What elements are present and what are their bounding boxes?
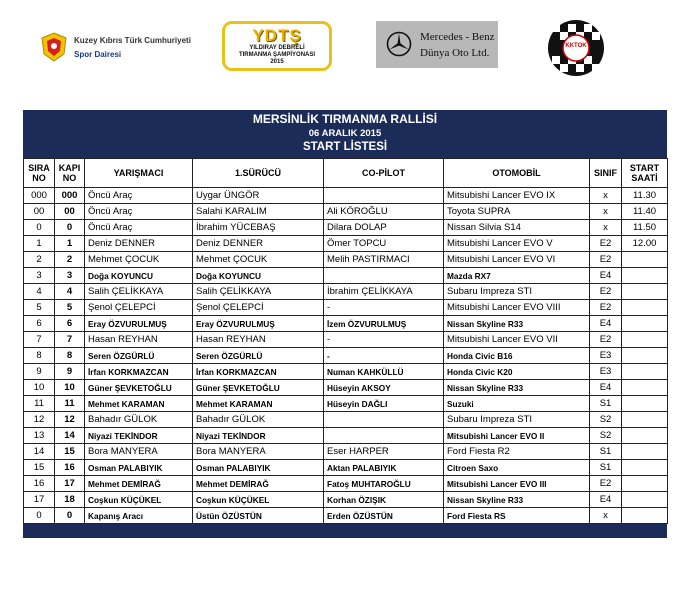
- cell-sinif: E4: [590, 316, 622, 332]
- cell-sira: 5: [24, 300, 55, 316]
- rally-title: MERSİNLİK TIRMANMA RALLİSİ: [252, 112, 438, 126]
- cell-sira: 3: [24, 268, 55, 284]
- cell-otomobil: Nissan Skyline R33: [444, 492, 590, 508]
- cell-kapi: 1: [55, 236, 85, 252]
- col-start: START SAATİ: [622, 159, 668, 188]
- cell-otomobil: Honda Civic B16: [444, 348, 590, 364]
- cell-saat: [622, 476, 668, 492]
- cell-copilot: [324, 268, 444, 284]
- cell-otomobil: Mazda RX7: [444, 268, 590, 284]
- cell-sinif: S1: [590, 444, 622, 460]
- cell-yarismaci: Coşkun KÜÇÜKEL: [85, 492, 193, 508]
- cell-surucu: Uygar ÜNGÖR: [193, 188, 324, 204]
- cell-surucu: İrfan KORKMAZCAN: [193, 364, 324, 380]
- cell-kapi: 10: [55, 380, 85, 396]
- cell-sira: 15: [24, 460, 55, 476]
- cell-sinif: E2: [590, 284, 622, 300]
- cell-copilot: Ömer TOPCU: [324, 236, 444, 252]
- cell-copilot: Dilara DOLAP: [324, 220, 444, 236]
- cell-saat: [622, 508, 668, 524]
- cell-copilot: [324, 428, 444, 444]
- cell-kapi: 14: [55, 428, 85, 444]
- cell-sinif: E2: [590, 236, 622, 252]
- cell-kapi: 12: [55, 412, 85, 428]
- cell-saat: [622, 380, 668, 396]
- cell-otomobil: Nissan Skyline R33: [444, 380, 590, 396]
- table-row: [24, 412, 668, 428]
- cell-otomobil: Subaru Impreza STI: [444, 284, 590, 300]
- cell-sinif: S2: [590, 412, 622, 428]
- cell-copilot: -: [324, 300, 444, 316]
- cell-yarismaci: Niyazi TEKİNDOR: [85, 428, 193, 444]
- cell-yarismaci: Eray ÖZVURULMUŞ: [85, 316, 193, 332]
- cell-surucu: Hasan REYHAN: [193, 332, 324, 348]
- cell-saat: [622, 460, 668, 476]
- mb-line2: Dünya Oto Ltd.: [420, 47, 490, 59]
- cell-saat: [622, 428, 668, 444]
- cell-saat: [622, 252, 668, 268]
- cell-surucu: Doğa KOYUNCU: [193, 268, 324, 284]
- sponsor-logo-bar: [0, 0, 676, 92]
- cell-surucu: Bora MANYERA: [193, 444, 324, 460]
- cell-yarismaci: Osman PALABIYIK: [85, 460, 193, 476]
- cell-saat: 11.30: [622, 188, 668, 204]
- col-sinif: SINIF: [590, 159, 622, 188]
- cell-sinif: S1: [590, 396, 622, 412]
- cell-sira: 2: [24, 252, 55, 268]
- cell-kapi: 3: [55, 268, 85, 284]
- table-row: [24, 348, 668, 364]
- mercedes-dunya-oto-logo: [376, 21, 498, 68]
- cell-saat: [622, 284, 668, 300]
- cell-sira: 000: [24, 188, 55, 204]
- cell-copilot: Hüseyin DAĞLI: [324, 396, 444, 412]
- table-row: [24, 300, 668, 316]
- cell-kapi: 0: [55, 508, 85, 524]
- cell-saat: [622, 396, 668, 412]
- cell-surucu: Mehmet ÇOCUK: [193, 252, 324, 268]
- rally-date: 06 ARALIK 2015: [308, 128, 382, 139]
- cell-surucu: Eray ÖZVURULMUŞ: [193, 316, 324, 332]
- table-row: [24, 492, 668, 508]
- cell-otomobil: Honda Civic K20: [444, 364, 590, 380]
- table-row: [24, 236, 668, 252]
- table-row: [24, 204, 668, 220]
- cell-sira: 7: [24, 332, 55, 348]
- cell-otomobil: Citroen Saxo: [444, 460, 590, 476]
- sheet-footer-bar: [23, 524, 667, 538]
- table-row: [24, 268, 668, 284]
- cell-sinif: E4: [590, 380, 622, 396]
- cell-kapi: 18: [55, 492, 85, 508]
- cell-surucu: Şenol ÇELEPCİ: [193, 300, 324, 316]
- cell-sinif: E4: [590, 268, 622, 284]
- cell-otomobil: Mitsubishi Lancer EVO VII: [444, 332, 590, 348]
- cell-sinif: x: [590, 204, 622, 220]
- cell-copilot: Eser HARPER: [324, 444, 444, 460]
- col-sira: SIRA NO: [24, 159, 55, 188]
- cell-yarismaci: Deniz DENNER: [85, 236, 193, 252]
- table-row: [24, 252, 668, 268]
- cell-saat: [622, 268, 668, 284]
- col-kapi: KAPI NO: [55, 159, 85, 188]
- state-emblem-icon: [40, 32, 68, 62]
- cell-sira: 00: [24, 204, 55, 220]
- table-row: [24, 332, 668, 348]
- cell-sinif: E2: [590, 300, 622, 316]
- cell-surucu: Mehmet KARAMAN: [193, 396, 324, 412]
- table-row: [24, 444, 668, 460]
- cell-copilot: Numan KAHKÜLLÜ: [324, 364, 444, 380]
- table-row: [24, 316, 668, 332]
- ydts-title: YDTŞ: [252, 26, 302, 45]
- start-list-table: [23, 158, 668, 524]
- cell-saat: [622, 492, 668, 508]
- cell-yarismaci: Öncü Araç: [85, 204, 193, 220]
- table-row: [24, 460, 668, 476]
- cell-copilot: Korhan ÖZIŞIK: [324, 492, 444, 508]
- cell-yarismaci: Seren ÖZGÜRLÜ: [85, 348, 193, 364]
- cell-saat: [622, 316, 668, 332]
- table-row: [24, 284, 668, 300]
- cell-yarismaci: Bora MANYERA: [85, 444, 193, 460]
- kktok-label: KKTOK: [565, 43, 587, 49]
- cell-copilot: İzem ÖZVURULMUŞ: [324, 316, 444, 332]
- cell-sinif: E2: [590, 252, 622, 268]
- table-row: [24, 220, 668, 236]
- table-row: [24, 476, 668, 492]
- cell-kapi: 0: [55, 220, 85, 236]
- cell-yarismaci: Kapanış Aracı: [85, 508, 193, 524]
- col-otomobil: OTOMOBİL: [444, 159, 590, 188]
- list-title: START LİSTESİ: [302, 141, 388, 153]
- cell-copilot: -: [324, 332, 444, 348]
- cell-sinif: E2: [590, 332, 622, 348]
- cell-saat: [622, 412, 668, 428]
- cell-sinif: x: [590, 220, 622, 236]
- col-copilot: CO-PİLOT: [324, 159, 444, 188]
- cell-copilot: Erden ÖZÜSTÜN: [324, 508, 444, 524]
- cell-kapi: 11: [55, 396, 85, 412]
- cell-sira: 17: [24, 492, 55, 508]
- cell-kapi: 6: [55, 316, 85, 332]
- cell-surucu: Osman PALABIYIK: [193, 460, 324, 476]
- cell-sira: 12: [24, 412, 55, 428]
- col-yarismaci: YARIŞMACI: [85, 159, 193, 188]
- cell-yarismaci: İrfan KORKMAZCAN: [85, 364, 193, 380]
- cell-surucu: İbrahim YÜCEBAŞ: [193, 220, 324, 236]
- cell-sira: 0: [24, 220, 55, 236]
- cell-otomobil: Mitsubishi Lancer EVO IX: [444, 188, 590, 204]
- cell-otomobil: Nissan Silvia S14: [444, 220, 590, 236]
- table-row: [24, 428, 668, 444]
- table-header-row: [24, 159, 668, 188]
- cell-surucu: Salahi KARALIM: [193, 204, 324, 220]
- cell-kapi: 8: [55, 348, 85, 364]
- cell-sira: 9: [24, 364, 55, 380]
- cell-yarismaci: Öncü Araç: [85, 188, 193, 204]
- kktok-logo: [546, 18, 606, 78]
- cell-otomobil: Mitsubishi Lancer EVO III: [444, 476, 590, 492]
- cell-copilot: -: [324, 348, 444, 364]
- cell-otomobil: Mitsubishi Lancer EVO V: [444, 236, 590, 252]
- cell-surucu: Mehmet DEMİRAĞ: [193, 476, 324, 492]
- table-row: [24, 380, 668, 396]
- mb-line1: Mercedes - Benz: [420, 31, 495, 43]
- ydts-line2: TIRMANMA ŞAMPİYONASI: [238, 52, 316, 58]
- kktc-line2: Spor Dairesi: [74, 50, 122, 59]
- cell-copilot: Fatoş MUHTAROĞLU: [324, 476, 444, 492]
- sheet-header: [23, 110, 667, 158]
- cell-yarismaci: Salih ÇELİKKAYA: [85, 284, 193, 300]
- cell-yarismaci: Doğa KOYUNCU: [85, 268, 193, 284]
- cell-sinif: E3: [590, 348, 622, 364]
- table-row: [24, 508, 668, 524]
- cell-yarismaci: Bahadır GÜLOK: [85, 412, 193, 428]
- cell-sira: 13: [24, 428, 55, 444]
- cell-otomobil: Mitsubishi Lancer EVO VIII: [444, 300, 590, 316]
- cell-copilot: Hüseyin AKSOY: [324, 380, 444, 396]
- cell-copilot: Melih PASTIRMACI: [324, 252, 444, 268]
- cell-otomobil: Toyota SUPRA: [444, 204, 590, 220]
- cell-kapi: 5: [55, 300, 85, 316]
- cell-otomobil: Ford Fiesta R2: [444, 444, 590, 460]
- cell-sinif: x: [590, 508, 622, 524]
- kktc-line1: Kuzey Kıbrıs Türk Cumhuriyeti: [74, 36, 191, 45]
- cell-otomobil: Suzuki: [444, 396, 590, 412]
- table-row: [24, 396, 668, 412]
- cell-sira: 4: [24, 284, 55, 300]
- cell-sira: 14: [24, 444, 55, 460]
- cell-sira: 0: [24, 508, 55, 524]
- cell-yarismaci: Mehmet ÇOCUK: [85, 252, 193, 268]
- cell-sinif: S1: [590, 460, 622, 476]
- cell-surucu: Seren ÖZGÜRLÜ: [193, 348, 324, 364]
- cell-yarismaci: Mehmet DEMİRAĞ: [85, 476, 193, 492]
- col-surucu: 1.SÜRÜCÜ: [193, 159, 324, 188]
- cell-surucu: Salih ÇELİKKAYA: [193, 284, 324, 300]
- cell-saat: [622, 444, 668, 460]
- cell-otomobil: Subaru Impreza STI: [444, 412, 590, 428]
- cell-surucu: Coşkun KÜÇÜKEL: [193, 492, 324, 508]
- cell-copilot: İbrahim ÇELİKKAYA: [324, 284, 444, 300]
- cell-surucu: Bahadır GÜLOK: [193, 412, 324, 428]
- cell-yarismaci: Öncü Araç: [85, 220, 193, 236]
- cell-surucu: Deniz DENNER: [193, 236, 324, 252]
- cell-yarismaci: Güner ŞEVKETOĞLU: [85, 380, 193, 396]
- cell-saat: [622, 332, 668, 348]
- cell-kapi: 000: [55, 188, 85, 204]
- ydts-logo: [222, 21, 332, 71]
- cell-kapi: 4: [55, 284, 85, 300]
- cell-kapi: 16: [55, 460, 85, 476]
- cell-copilot: [324, 412, 444, 428]
- cell-saat: 11.50: [622, 220, 668, 236]
- cell-surucu: Niyazi TEKİNDOR: [193, 428, 324, 444]
- cell-surucu: Üstün ÖZÜSTÜN: [193, 508, 324, 524]
- cell-sira: 8: [24, 348, 55, 364]
- cell-yarismaci: Hasan REYHAN: [85, 332, 193, 348]
- cell-yarismaci: Mehmet KARAMAN: [85, 396, 193, 412]
- cell-saat: 12.00: [622, 236, 668, 252]
- table-row: [24, 364, 668, 380]
- cell-saat: [622, 348, 668, 364]
- cell-sira: 1: [24, 236, 55, 252]
- kktc-spor-dairesi-logo: [40, 28, 230, 68]
- cell-otomobil: Mitsubishi Lancer EVO VI: [444, 252, 590, 268]
- cell-surucu: Güner ŞEVKETOĞLU: [193, 380, 324, 396]
- cell-kapi: 7: [55, 332, 85, 348]
- cell-saat: [622, 364, 668, 380]
- cell-sinif: S2: [590, 428, 622, 444]
- cell-sira: 11: [24, 396, 55, 412]
- cell-kapi: 2: [55, 252, 85, 268]
- cell-sira: 10: [24, 380, 55, 396]
- cell-sira: 16: [24, 476, 55, 492]
- cell-copilot: [324, 188, 444, 204]
- cell-sira: 6: [24, 316, 55, 332]
- cell-kapi: 15: [55, 444, 85, 460]
- start-list-sheet: [23, 110, 667, 538]
- cell-otomobil: Mitsubishi Lancer EVO II: [444, 428, 590, 444]
- cell-kapi: 00: [55, 204, 85, 220]
- cell-otomobil: Nissan Skyline R33: [444, 316, 590, 332]
- cell-sinif: E4: [590, 492, 622, 508]
- cell-saat: [622, 300, 668, 316]
- cell-copilot: Ali KÖROĞLU: [324, 204, 444, 220]
- cell-sinif: x: [590, 188, 622, 204]
- cell-otomobil: Ford Fiesta RS: [444, 508, 590, 524]
- ydts-year: 2015: [270, 59, 284, 65]
- cell-yarismaci: Şenol ÇELEPCİ: [85, 300, 193, 316]
- cell-saat: 11.40: [622, 204, 668, 220]
- ydts-line1: YILDIRAY DEBRELİ: [249, 45, 305, 51]
- cell-copilot: Aktan PALABIYIK: [324, 460, 444, 476]
- cell-kapi: 17: [55, 476, 85, 492]
- cell-sinif: E3: [590, 364, 622, 380]
- table-row: [24, 188, 668, 204]
- cell-sinif: E2: [590, 476, 622, 492]
- cell-kapi: 9: [55, 364, 85, 380]
- mercedes-star-icon: [386, 31, 412, 57]
